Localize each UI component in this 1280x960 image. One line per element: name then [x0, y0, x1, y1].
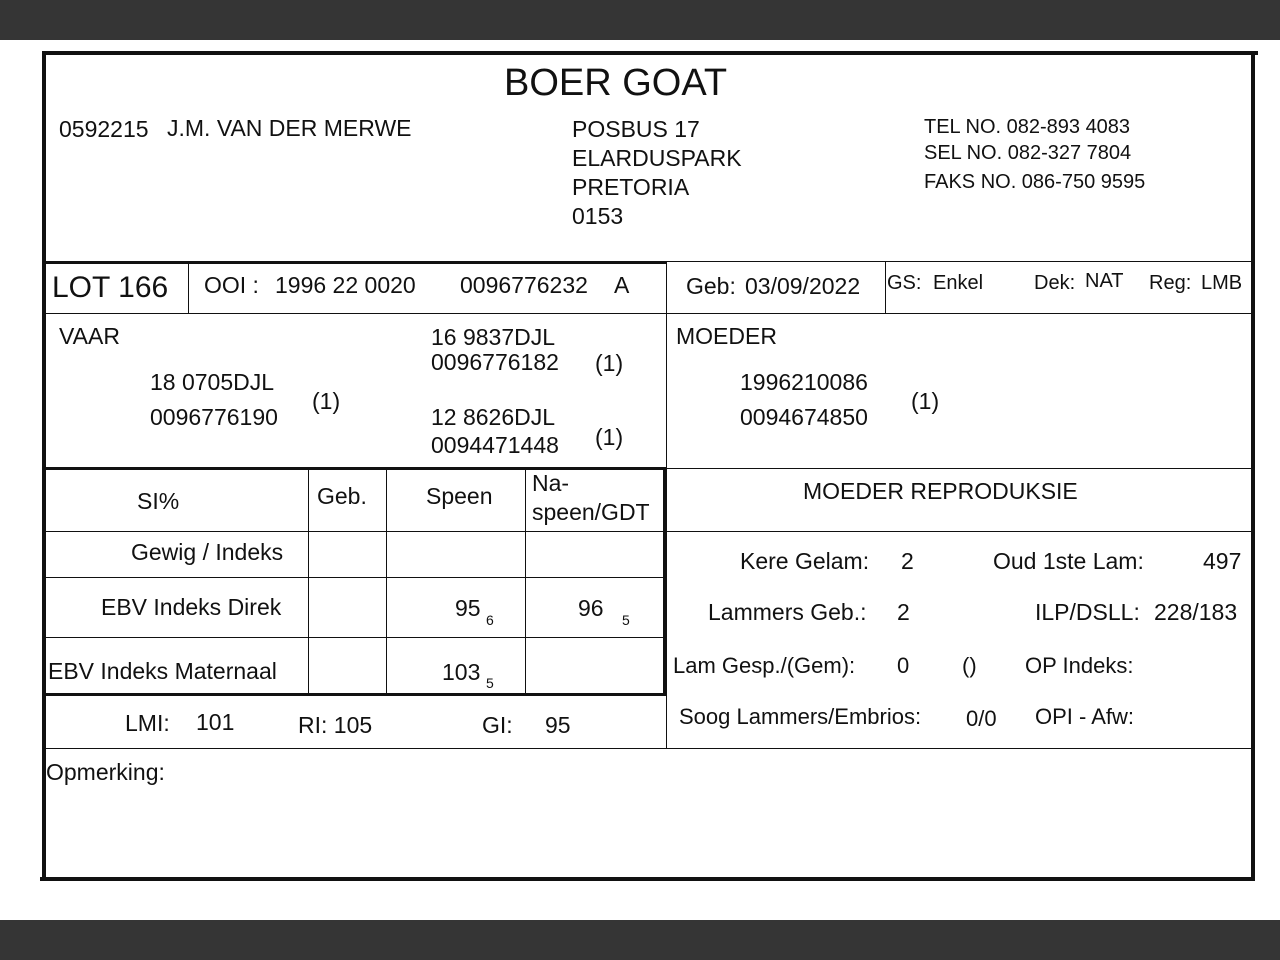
grandsire-line-1: 16 9837DJL — [431, 324, 556, 350]
breeder-id: 0592215 — [59, 116, 149, 142]
lammers-geb-label: Lammers Geb.: — [708, 599, 867, 625]
reg-value: LMB — [1201, 272, 1243, 294]
row-label-gewig: Gewig / Indeks — [131, 539, 284, 565]
table-row-divider-1 — [42, 577, 666, 578]
sire-line-1: 18 0705DJL — [150, 369, 275, 395]
gs-label: GS: — [887, 272, 922, 294]
maternaal-speen-accuracy: 5 — [486, 675, 494, 691]
address-line-3: PRETORIA — [572, 174, 690, 200]
row-label-ebv-maternaal: EBV Indeks Maternaal — [48, 658, 277, 684]
grandsire-line-2: 0096776182 — [431, 349, 559, 375]
direk-speen-accuracy: 6 — [486, 612, 494, 628]
kere-gelam-value: 2 — [901, 548, 914, 574]
header-speen: Speen — [426, 483, 493, 509]
reproduksie-top-line — [666, 468, 1255, 469]
moeder-label: MOEDER — [676, 323, 777, 349]
sel-number: SEL NO. 082-327 7804 — [924, 142, 1132, 164]
vaar-label: VAAR — [59, 323, 120, 349]
tel-number: TEL NO. 082-893 4083 — [924, 116, 1131, 138]
table-col-divider-1 — [308, 469, 309, 695]
soog-label: Soog Lammers/Embrios: — [679, 704, 922, 729]
op-indeks-label: OP Indeks: — [1025, 653, 1134, 678]
direk-naspeen-value: 96 — [578, 595, 604, 621]
soog-value: 0/0 — [966, 706, 997, 731]
header-geb: Geb. — [317, 483, 367, 509]
ri-value: RI: 105 — [298, 712, 373, 738]
address-line-2: ELARDUSPARK — [572, 145, 742, 171]
reproduksie-title: MOEDER REPRODUKSIE — [803, 478, 1078, 504]
header-si: SI% — [137, 488, 180, 514]
reg-label: Reg: — [1149, 272, 1192, 294]
gi-label: GI: — [482, 712, 513, 738]
lammers-geb-value: 2 — [897, 599, 910, 625]
lam-gesp-label: Lam Gesp./(Gem): — [673, 653, 856, 678]
geb-label: Geb: — [686, 273, 736, 299]
lot-number: LOT 166 — [52, 271, 169, 304]
granddam-line-1: 12 8626DJL — [431, 404, 556, 430]
card-border-top — [42, 51, 1258, 55]
sire-line-2: 0096776190 — [150, 404, 278, 430]
table-col-divider-3 — [525, 469, 526, 695]
table-border-top — [42, 467, 667, 470]
divider-lot-top-dark — [42, 262, 667, 264]
divider-lot-cell — [188, 262, 189, 314]
dek-value: NAT — [1085, 270, 1124, 292]
ooi-code: 0096776232 — [460, 272, 588, 298]
grandsire-count: (1) — [595, 350, 624, 376]
kere-gelam-label: Kere Gelam: — [740, 548, 870, 574]
moeder-line-2: 0094674850 — [740, 404, 868, 430]
row-label-ebv-direk: EBV Indeks Direk — [101, 594, 282, 620]
faks-number: FAKS NO. 086-750 9595 — [924, 171, 1146, 193]
ooi-grade: A — [614, 272, 630, 298]
ooi-number: 1996 22 0020 — [275, 272, 416, 298]
maternaal-speen-value: 103 — [442, 659, 481, 685]
header-naspeen-2: speen/GDT — [532, 499, 650, 525]
dek-label: Dek: — [1034, 272, 1076, 294]
lmi-value: 101 — [196, 709, 235, 735]
lam-gesp-gem-value: () — [962, 653, 977, 678]
sire-count: (1) — [312, 388, 341, 414]
granddam-count: (1) — [595, 424, 624, 450]
gs-value: Enkel — [933, 272, 984, 294]
table-col-divider-2 — [386, 469, 387, 695]
card-border-right — [1251, 51, 1255, 881]
oud-1ste-lam-value: 497 — [1203, 548, 1242, 574]
lmi-label: LMI: — [125, 710, 170, 736]
header-naspeen-1: Na- — [532, 470, 570, 496]
divider-geb-gs — [885, 262, 886, 314]
table-border-bottom — [42, 693, 666, 696]
opmerking-label: Opmerking: — [46, 759, 165, 785]
table-header-divider — [42, 531, 1255, 532]
address-line-4: 0153 — [572, 203, 624, 229]
direk-speen-value: 95 — [455, 595, 481, 621]
moeder-line-1: 1996210086 — [740, 369, 868, 395]
table-row-divider-2 — [42, 637, 666, 638]
address-line-1: POSBUS 17 — [572, 116, 700, 142]
card-border-bottom — [40, 877, 1252, 881]
page-title: BOER GOAT — [504, 62, 728, 104]
lam-gesp-value: 0 — [897, 653, 910, 678]
granddam-line-2: 0094471448 — [431, 432, 559, 458]
geb-date: 03/09/2022 — [745, 273, 861, 299]
direk-naspeen-accuracy: 5 — [622, 612, 630, 628]
ooi-label: OOI : — [204, 272, 259, 298]
oud-1ste-lam-label: Oud 1ste Lam: — [993, 548, 1144, 574]
moeder-count: (1) — [911, 388, 940, 414]
gi-value: 95 — [545, 712, 571, 738]
table-border-right — [663, 467, 666, 696]
ilp-dsll-label: ILP/DSLL: — [1035, 599, 1140, 625]
card-border-left — [42, 51, 46, 881]
opi-afw-label: OPI - Afw: — [1035, 704, 1135, 729]
divider-opmerking — [42, 748, 1255, 749]
divider-ooi-geb — [666, 262, 667, 314]
ilp-dsll-value: 228/183 — [1154, 599, 1238, 625]
divider-lot-bottom — [42, 313, 1255, 314]
breeder-name: J.M. VAN DER MERWE — [167, 115, 412, 141]
